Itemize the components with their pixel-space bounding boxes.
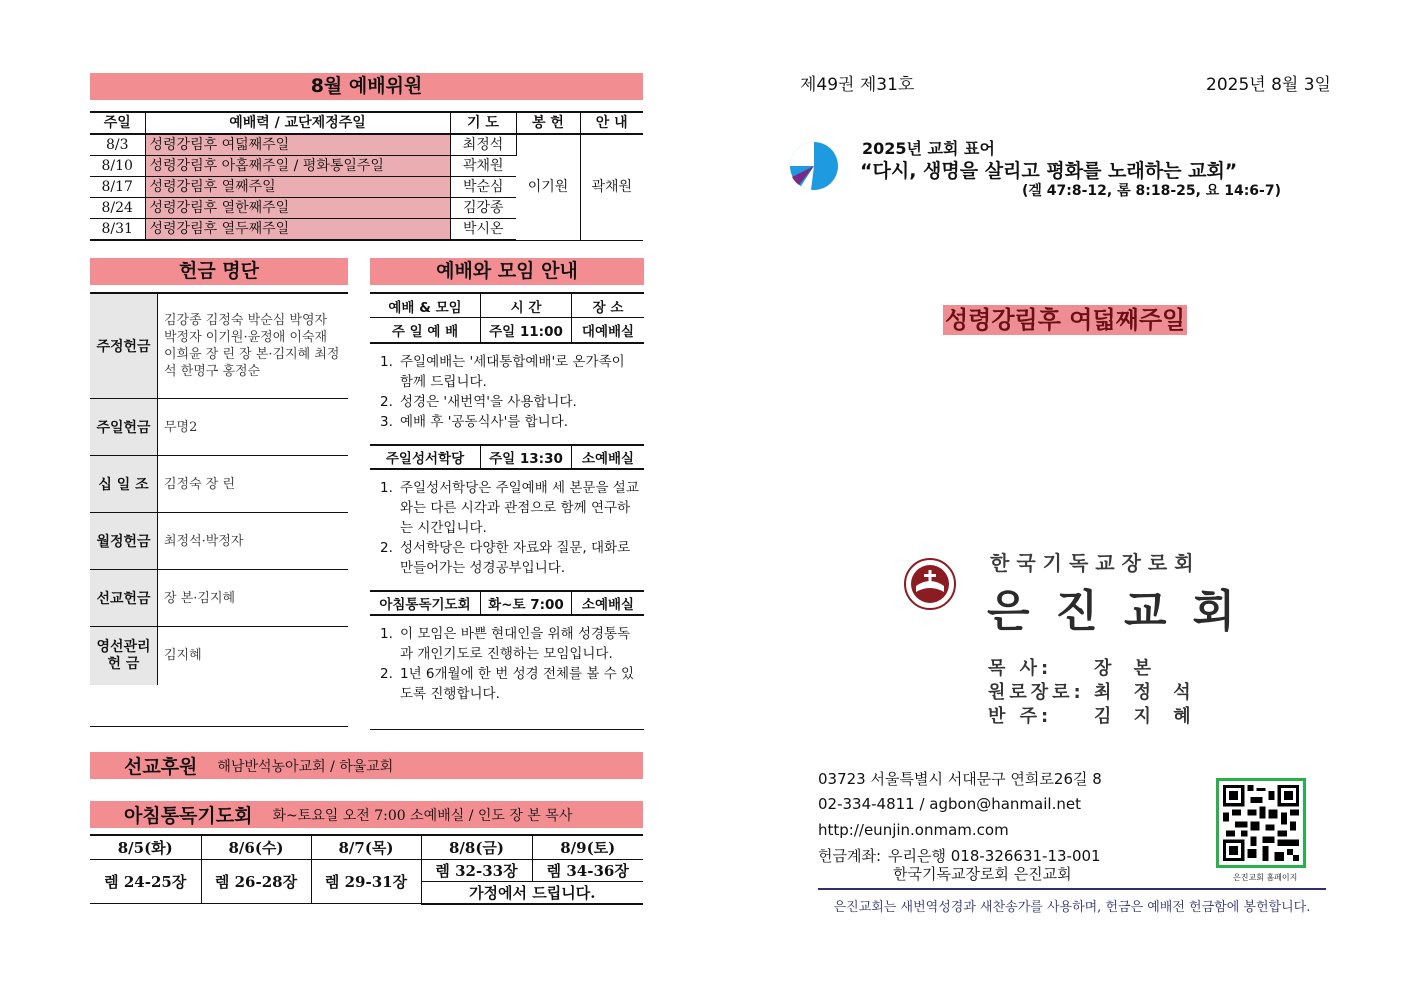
reading-bar [90,801,643,828]
list-item [90,513,348,570]
header-liturgy: 예배력 / 교단제정주일 [145,112,450,134]
meetings-title: 예배와 모임 안내 [370,258,644,285]
row-date: 8/10 [90,156,145,177]
list-item: 1. 주일예배는 '세대통합예배'로 온가족이 함께 드립니다. [380,352,640,392]
motto-label: 2025년 교회 표어 [862,139,995,158]
note-text: 1년 6개월에 한 번 성경 전체를 볼 수 있도록 진행합니다. [400,666,635,702]
row-date: 8/17 [90,177,145,198]
row-date: 8/3 [90,134,145,156]
list-item [90,570,348,627]
footer-divider [818,888,1326,890]
committee-table [90,111,643,241]
header-offering: 봉 헌 [516,112,580,134]
reading-chapter: 렘 34-36장 [532,859,643,881]
meeting-time: 주일 11:00 [481,318,572,342]
row-title: 성령강림후 열째주일 [145,177,450,198]
note-text: 주일성서학당은 주일예배 세 본문을 설교와는 다른 시각과 관점으로 함께 연구하는 시간입니다. [400,480,639,536]
list-item: 1. 주일성서학당은 주일예배 세 본문을 설교와는 다른 시각과 관점으로 함께 연구하는 시간입니다. [380,480,639,536]
meeting-row [370,444,644,470]
note-text: 주일예배는 '세대통합예배'로 온가족이 함께 드립니다. [400,354,625,390]
offering-label: 주일헌금 [90,399,158,455]
volume-number: 제49권 제31호 [800,75,915,95]
church-logo-icon [904,558,956,610]
church-contact: 02-334-4811 / agbon@hanmail.net [818,795,1081,813]
list-item [90,456,348,513]
offering-names: 김강종 김정숙 박순심 박영자 박정자 이기원·윤정애 이숙재 이희윤 장 린 장 본·김지혜 최정석 한명구 홍정순 [164,313,340,379]
reading-chapter: 렘 26-28장 [201,859,311,904]
reading-day: 8/8(금) [421,835,532,859]
header-place: 장 소 [592,299,624,316]
reading-chapter: 렘 29-31장 [311,859,421,904]
staff-role: 원로장로: [988,682,1085,703]
meeting-place: 소예배실 [581,451,635,467]
offering-label: 주정헌금 [90,294,158,398]
meeting-name: 주 일 예 배 [370,318,481,342]
staff-row [988,681,1199,705]
list-item: 3. 예배 후 '공동식사'를 합니다. [380,414,569,430]
church-website[interactable]: http://eunjin.onmam.com [818,821,1009,839]
row-date: 8/31 [90,219,145,241]
sunday-title: 성령강림후 여덟째주일 [945,306,1186,334]
offering-names: 무명2 [164,419,198,435]
header-time: 시 간 [481,294,572,317]
offering-names: 최정석·박정자 [164,533,244,549]
church-address: 03723 서울특별시 서대문구 연희로26길 8 [818,770,1102,788]
motto-text: “다시, 생명을 살리고 평화를 노래하는 교회” [860,160,1238,182]
note-text: 예배 후 '공동식사'를 합니다. [400,414,569,430]
motto-icon [789,141,839,191]
reading-day: 8/6(수) [201,835,311,859]
church-name: 은진교회 [987,586,1262,637]
offering-names: 김정숙 장 린 [164,476,236,492]
mission-bar [90,752,643,779]
reading-day: 8/5(화) [90,835,201,859]
list-item [90,292,348,399]
meeting-notes [370,470,644,590]
row-date: 8/24 [90,198,145,219]
list-item: 2. 1년 6개월에 한 번 성경 전체를 볼 수 있도록 진행합니다. [380,664,640,704]
list-item [90,399,348,456]
header-guide: 안 내 [595,115,628,131]
mission-text: 해남반석농아교회 / 하울교회 [217,758,394,775]
list-item: 1. 이 모임은 바쁜 현대인을 위해 성경통독과 개인기도로 진행하는 모임입니다. [380,624,640,664]
staff-row [988,705,1199,729]
list-item: 2. 성서학당은 다양한 자료와 질문, 대화로 만들어가는 성경공부입니다. [380,538,640,578]
offering-names: 김지혜 [164,648,202,663]
meeting-time: 화~토 7:00 [481,592,572,614]
list-item [90,627,348,727]
header-sunday: 주일 [90,112,145,134]
reading-table [90,834,643,905]
qr-code[interactable] [1216,778,1306,868]
meeting-place: 대예배실 [581,324,635,340]
header-prayer: 기 도 [450,112,516,134]
offering-person: 이기원 [516,134,580,240]
offering-names: 장 본·김지혜 [164,590,236,606]
reading-title: 아침통독기도회 [124,805,253,827]
note-text: 성서학당은 다양한 자료와 질문, 대화로 만들어가는 성경공부입니다. [400,540,631,576]
reading-day: 8/7(목) [311,835,421,859]
offering-label: 영선관리 헌 금 [90,627,158,685]
mission-title: 선교후원 [124,756,198,778]
meetings-header-row [370,292,644,318]
account-label: 헌금계좌: [818,847,882,865]
meeting-name: 주일성서학당 [370,446,481,468]
row-prayer: 김강종 [450,198,516,219]
row-title: 성령강림후 열두째주일 [145,219,450,241]
staff-row [988,657,1199,681]
reading-info: 화~토요일 오전 7:00 소예배실 / 인도 장 본 목사 [272,807,573,824]
committee-header-row [90,112,643,134]
row-prayer: 박시온 [450,219,516,241]
row-title: 성령강림후 열한째주일 [145,198,450,219]
meeting-row [370,318,644,344]
note-text: 성경은 '새번역'을 사용합니다. [400,394,577,410]
reading-home-note: 가정에서 드립니다. [421,881,643,904]
note-text: 이 모임은 바쁜 현대인을 위해 성경통독과 개인기도로 진행하는 모임입니다. [400,626,631,662]
guide-person: 곽채원 [580,134,643,240]
row-title: 성령강림후 아홉째주일 / 평화통일주일 [145,156,450,177]
table-row [90,134,643,156]
header-meeting: 예배 & 모임 [370,294,481,317]
meeting-name: 아침통독기도회 [370,592,481,614]
meeting-row [370,590,644,616]
meeting-time: 주일 13:30 [481,446,572,468]
reading-chapter: 렘 24-25장 [90,859,201,904]
meeting-notes [370,616,644,730]
staff-name: 김 지 혜 [1094,706,1199,727]
staff-role: 목 사: [988,658,1053,679]
qr-caption: 은진교회 홈페이지 [1233,873,1298,882]
account-holder: 한국기독교장로회 은진교회 [893,865,1072,883]
issue-date: 2025년 8월 3일 [1206,75,1331,95]
offering-label: 월정헌금 [90,513,158,569]
list-item: 2. 성경은 '새번역'을 사용합니다. [380,394,577,410]
committee-title: 8월 예배위원 [90,73,643,100]
row-prayer: 박순심 [450,177,516,198]
denomination: 한국기독교장로회 [990,551,1201,575]
staff-name: 최 정 석 [1094,682,1199,703]
motto-references: (겔 47:8-12, 롬 8:18-25, 요 14:6-7) [1022,183,1281,199]
staff-list [988,657,1199,729]
meeting-place: 소예배실 [581,597,635,613]
reading-day: 8/9(토) [532,835,643,859]
account-number: 우리은행 018-326631-13-001 [888,847,1101,865]
meeting-notes [370,344,644,444]
row-prayer: 곽채원 [450,156,516,177]
qr-code-icon [1223,785,1299,861]
row-prayer: 최정석 [450,134,516,156]
meetings-section [370,292,644,730]
offering-label: 십 일 조 [90,456,158,512]
staff-name: 장 본 [1094,658,1160,679]
offering-label: 선교헌금 [90,570,158,626]
reading-chapter: 렘 32-33장 [421,859,532,881]
offering-list [90,292,348,727]
staff-role: 반 주: [988,706,1053,727]
row-title: 성령강림후 여덟째주일 [145,134,450,156]
footer-note: 은진교회는 새번역성경과 새찬송가를 사용하며, 헌금은 예배전 헌금함에 봉헌합니다. [833,900,1311,915]
offering-title: 헌금 명단 [90,258,348,285]
